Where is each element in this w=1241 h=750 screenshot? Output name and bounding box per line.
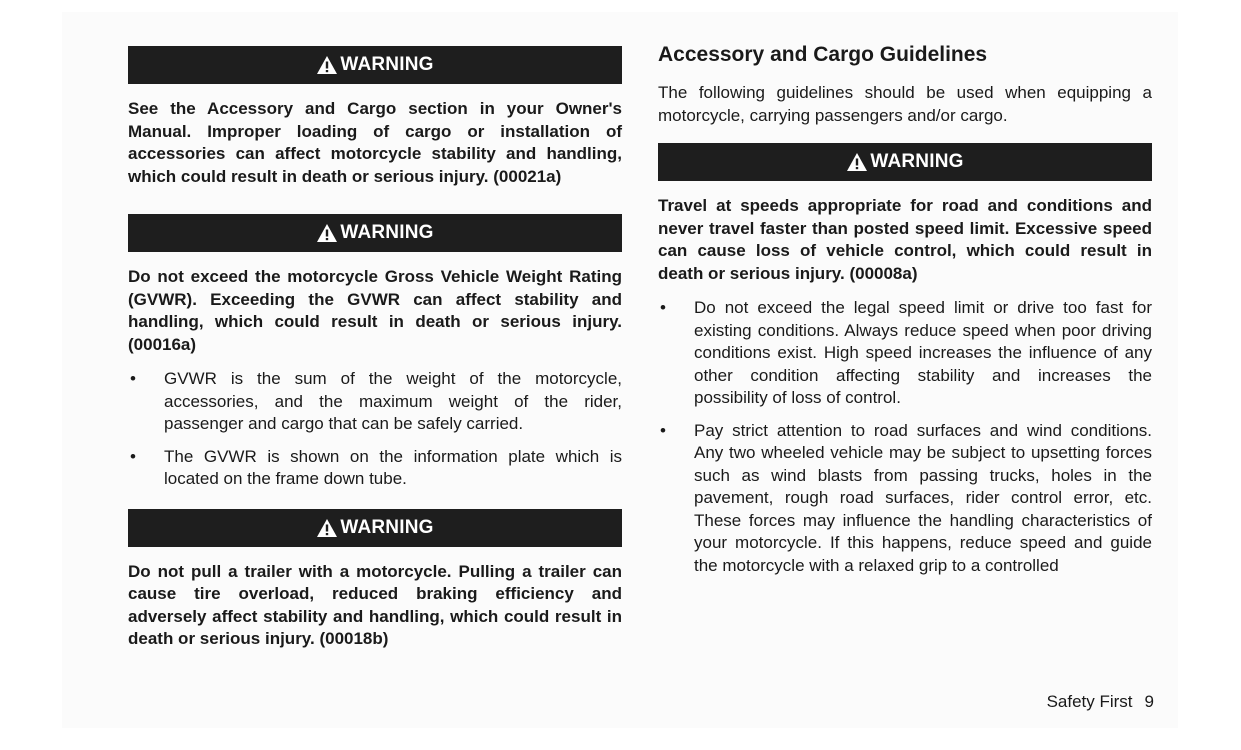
bullet-list — [658, 297, 1152, 577]
warning-banner — [128, 46, 622, 84]
warning-text: Do not pull a trailer with a motorcycle. Pulling a trailer can cause tire overload, reduced braking efficiency and adversely affect stability and handling, which could result in death or serious injury. (00018b) — [128, 561, 622, 648]
footer-section-title: Safety First — [1046, 692, 1133, 711]
warning-text: Do not exceed the motorcycle Gross Vehicle Weight Rating (GVWR). Exceeding the GVWR can affect stability and handling, which could result in death or serious injury. (00016a) — [128, 267, 622, 354]
manual-page — [62, 12, 1178, 728]
list-item — [128, 446, 622, 491]
warning-label: WARNING — [340, 54, 434, 75]
intro-paragraph: The following guidelines should be used when equipping a motorcycle, carrying passengers and/or cargo. — [658, 83, 1152, 125]
bullet-icon: • — [130, 369, 136, 388]
warning-label: WARNING — [340, 222, 434, 243]
list-item — [658, 297, 1152, 410]
warning-banner — [658, 143, 1152, 181]
warning-text: See the Accessory and Cargo section in your Owner's Manual. Improper loading of cargo or installation of accessories can affect motorcycle stability and handling, which could result in death or serious injury. (00021a) — [128, 99, 622, 186]
warning-text: Travel at speeds appropriate for road and conditions and never travel faster than posted speed limit. Excessive speed can cause loss of vehicle control, which could result in death or serious injury. (00008a) — [658, 196, 1152, 283]
warning-triangle-icon — [316, 55, 338, 75]
warning-banner — [128, 214, 622, 252]
warning-triangle-icon — [316, 223, 338, 243]
list-item-text: The GVWR is shown on the information plate which is located on the frame down tube. — [164, 446, 622, 488]
warning-banner — [128, 509, 622, 547]
warning-triangle-icon — [846, 152, 868, 172]
section-title: Accessory and Cargo Guidelines — [658, 43, 988, 66]
list-item-text: Do not exceed the legal speed limit or drive too fast for existing conditions. Always reduce speed when poor driving conditions exist. High speed increases the influence of any other condition affecting stability and increases the possibility of loss of control. — [694, 298, 1152, 407]
page-footer — [1047, 692, 1154, 712]
warning-triangle-icon — [316, 518, 338, 538]
list-item — [658, 420, 1152, 578]
left-column — [128, 46, 622, 651]
right-column — [658, 42, 1152, 587]
warning-label: WARNING — [870, 151, 964, 172]
bullet-icon: • — [130, 446, 136, 466]
bullet-icon: • — [660, 420, 666, 440]
list-item — [128, 368, 622, 436]
bullet-list — [128, 368, 622, 491]
list-item-text: GVWR is the sum of the weight of the motorcycle, accessories, and the maximum weight of the rider, passenger and cargo that can be safely carried. — [164, 369, 622, 433]
page-number: 9 — [1144, 692, 1154, 711]
list-item-text: Pay strict attention to road surfaces and wind conditions. Any two wheeled vehicle may be subject to upsetting forces such as wind blasts from passing trucks, holes in the pavement, rough road surfaces, rider control error, etc. These forces may influence the handling characteristics of your motorcycle. If this happens, reduce speed and guide the motorcycle with a relaxed grip to a controlled — [694, 420, 1152, 575]
warning-label: WARNING — [340, 516, 434, 538]
bullet-icon: • — [660, 298, 666, 317]
